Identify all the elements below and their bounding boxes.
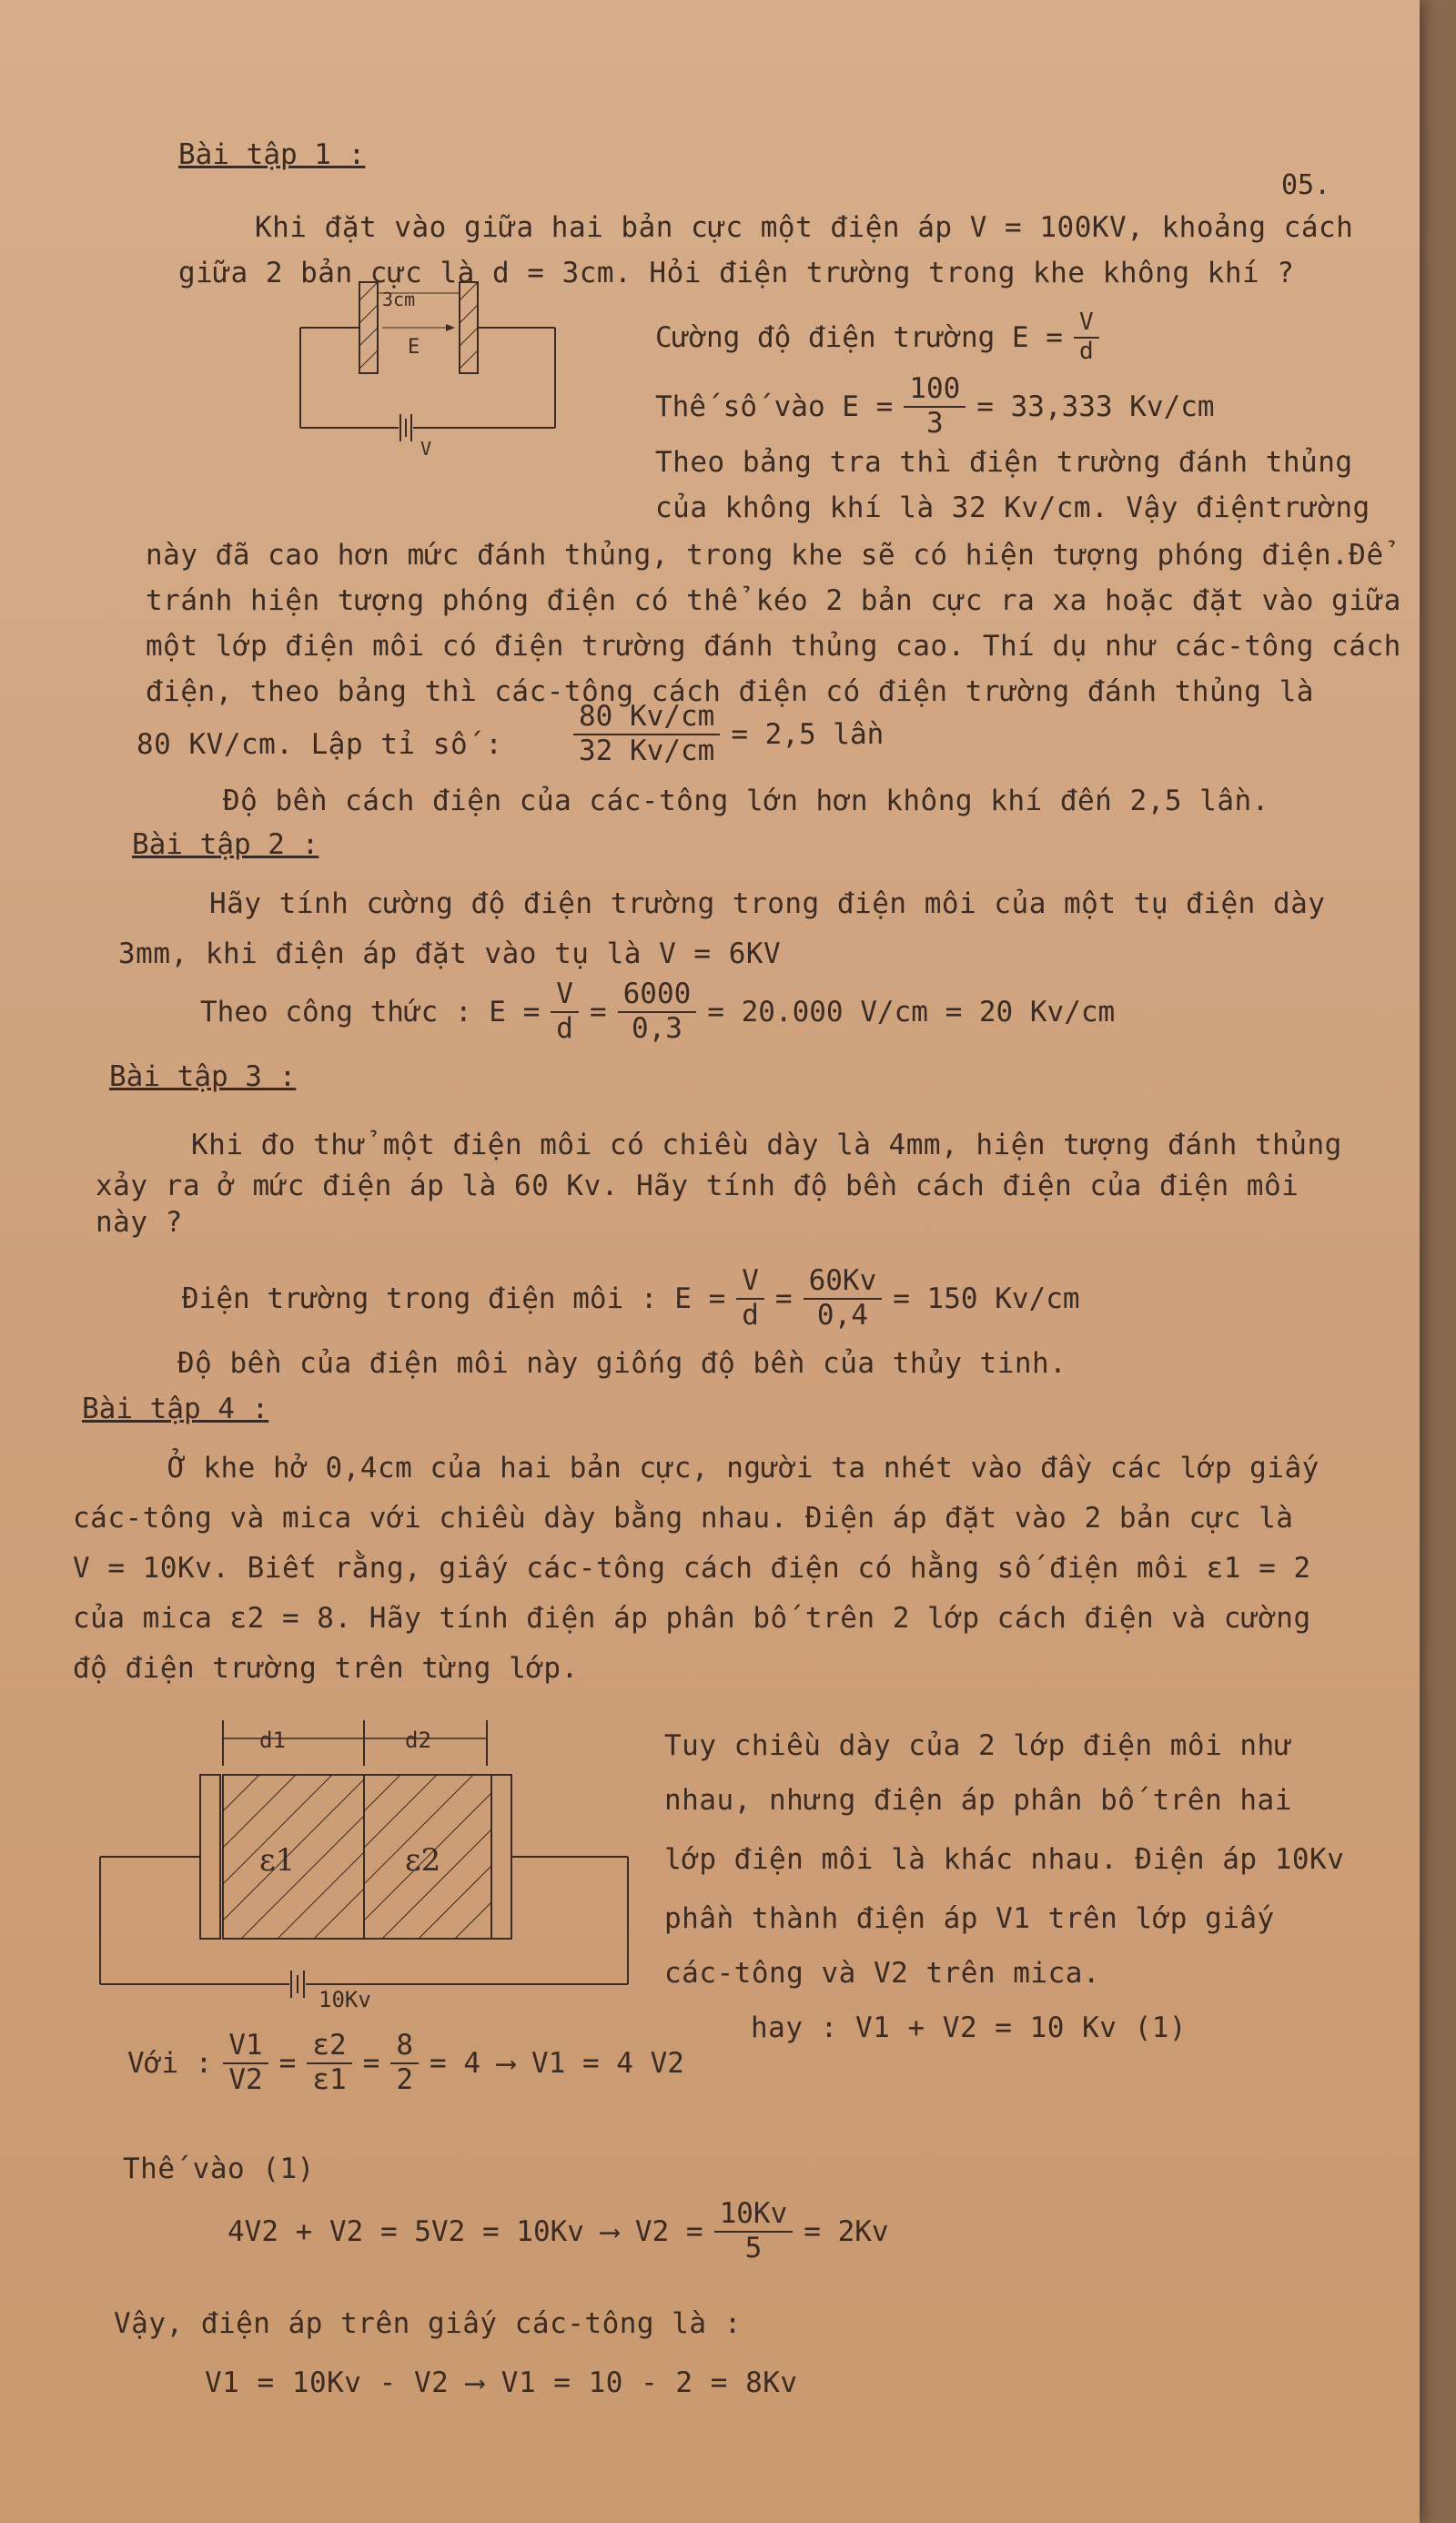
ex3-line-2: xảy ra ở mức điện áp là 60 Kv. Hãy tính độ bền cách điện của điện môi [96, 1170, 1299, 1202]
ex1-para-4: tránh hiện tượng phóng điện có thể kéo 2 bản cực ra xa hoặc đặt vào giữa [146, 584, 1401, 617]
two-layer-dielectric-diagram [91, 1711, 637, 2011]
ex1-formula-substitution: Thế số vào E = $\frac{100}{3}$ = 33,333 Kv/cm [655, 372, 1215, 440]
ex4-heading: Bài tập 4 : [82, 1393, 269, 1425]
field-label: E [408, 336, 420, 359]
d2-label: d2 [405, 1728, 431, 1753]
ex4-line-3: V = 10Kv. Biết rằng, giấy các-tông cách điện có hằng số điện môi ε1 = 2 [73, 1552, 1311, 1585]
ex3-conclusion: Độ bền của điện môi này giống độ bền của thủy tinh. [177, 1347, 1067, 1380]
page-number: 05. [1281, 169, 1331, 201]
ex1-para-7: 80 KV/cm. Lập tỉ số : [136, 728, 503, 761]
ex4-right-3: lớp điện môi là khác nhau. Điện áp 10Kv [664, 1843, 1345, 1876]
ex4-line-1: Ở khe hở 0,4cm của hai bản cực, người ta nhét vào đầy các lớp giấy [168, 1452, 1320, 1484]
ex1-ratio: $\frac{80 Kv/cm}{32 Kv/cm}$ = 2,5 lần [573, 701, 884, 767]
ex3-line-3: này ? [96, 1206, 183, 1239]
ex1-line-2: giữa 2 bản cực là d = 3cm. Hỏi điện trường trong khe không khí ? [178, 257, 1295, 289]
ex3-heading: Bài tập 3 : [109, 1060, 297, 1093]
capacitor-air-gap-diagram [291, 273, 564, 464]
ex4-right-1: Tuy chiều dày của 2 lớp điện môi như [664, 1729, 1292, 1762]
ex2-line-1: Hãy tính cường độ điện trường trong điện môi của một tụ điện dày [209, 887, 1326, 920]
epsilon2-label: ε2 [405, 1842, 441, 1879]
ex4-line-5: độ điện trường trên từng lớp. [73, 1652, 579, 1685]
gap-label: 3cm [382, 289, 416, 310]
ex2-heading: Bài tập 2 : [132, 828, 319, 861]
ex3-line-1: Khi đo thử một điện môi có chiều dày là 4mm, hiện tượng đánh thủng [191, 1129, 1342, 1161]
ex4-right-5: các-tông và V2 trên mica. [664, 1957, 1101, 1990]
ex4-equation-2: 4V2 + V2 = 5V2 = 10Kv ⟶ V2 = $\frac{10Kv}{5}$ = 2Kv [228, 2197, 889, 2265]
epsilon1-label: ε1 [259, 1842, 296, 1879]
ex1-heading: Bài tập 1 : [178, 138, 366, 171]
ex1-para-3: này đã cao hơn mức đánh thủng, trong khe sẽ có hiện tượng phóng điện.Để [146, 539, 1384, 572]
ex4-right-4: phần thành điện áp V1 trên lớp giấy [664, 1902, 1275, 1935]
ex4-line-4: của mica ε2 = 8. Hãy tính điện áp phân bố trên 2 lớp cách điện và cường [73, 1602, 1311, 1635]
ex3-formula: Điện trường trong điện môi : E = $\frac{V}{d}$ = $\frac{60Kv}{0,4}$ = 150 Kv/cm [182, 1264, 1080, 1332]
voltage-label: V [420, 438, 432, 460]
ex1-para-6: điện, theo bảng thì các-tông cách điện có điện trường đánh thủng là [146, 675, 1314, 708]
ex4-therefore: Vậy, điện áp trên giấy các-tông là : [114, 2307, 742, 2340]
ex4-substitute: Thế vào (1) [123, 2153, 315, 2185]
ex4-ratio-equation: Với : $\frac{V1}{V2}$ = $\frac{\varepsilon 2}{\varepsilon 1}$ = $\frac{8}{2}$ = 4 ⟶ V1 = 4 V2 [127, 2029, 684, 2096]
ex4-equation-3: V1 = 10Kv - V2 ⟶ V1 = 10 - 2 = 8Kv [205, 2366, 798, 2399]
ex2-line-2: 3mm, khi điện áp đặt vào tụ là V = 6KV [118, 937, 782, 970]
ex1-para-2: của không khí là 32 Kv/cm. Vậy điệntrường [655, 491, 1370, 524]
ex4-line-2: các-tông và mica với chiều dày bằng nhau. Điện áp đặt vào 2 bản cực là [73, 1502, 1294, 1535]
ex1-para-1: Theo bảng tra thì điện trường đánh thủng [655, 446, 1353, 479]
ex1-conclusion: Độ bền cách điện của các-tông lớn hơn không khí đến 2,5 lần. [223, 785, 1269, 817]
ex1-para-5: một lớp điện môi có điện trường đánh thủng cao. Thí dụ như các-tông cách [146, 630, 1401, 663]
d1-label: d1 [259, 1728, 286, 1753]
source-voltage-label: 10Kv [318, 1987, 371, 2011]
ex1-formula-field: Cường độ điện trường E = $\frac{V}{d}$ [655, 309, 1099, 366]
ex2-formula: Theo công thức : E = $\frac{V}{d}$ = $\frac{6000}{0,3}$ = 20.000 V/cm = 20 Kv/cm [200, 978, 1116, 1045]
ex4-equation-1: hay : V1 + V2 = 10 Kv (1) [751, 2011, 1188, 2044]
ex1-line-1: Khi đặt vào giữa hai bản cực một điện áp V = 100KV, khoảng cách [255, 211, 1354, 244]
ex4-right-2: nhau, nhưng điện áp phân bố trên hai [664, 1784, 1292, 1817]
